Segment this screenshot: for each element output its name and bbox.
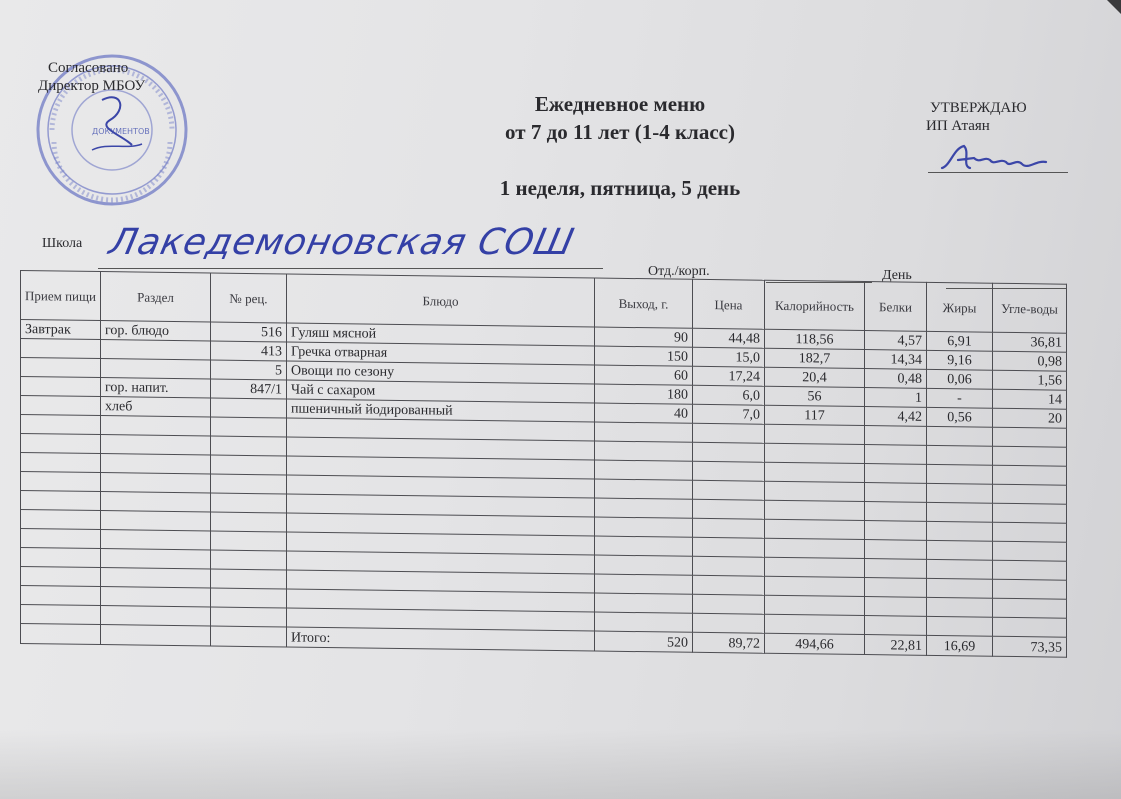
empty-cell — [211, 474, 287, 494]
empty-cell — [993, 579, 1067, 599]
empty-cell — [927, 502, 993, 522]
empty-cell — [693, 499, 765, 519]
page-corner-shadow — [1107, 0, 1121, 14]
cell-price: 6,0 — [693, 385, 765, 405]
cell-meal — [21, 358, 101, 378]
day-label: День — [882, 268, 912, 283]
col-header-protein: Белки — [865, 282, 927, 332]
doc-title: Ежедневное меню — [534, 92, 706, 116]
cell-price: 17,24 — [693, 366, 765, 386]
cell-section: гор. напит. — [101, 378, 211, 398]
cell-price: 44,48 — [693, 328, 765, 348]
cell-meal — [21, 396, 101, 416]
empty-cell — [865, 502, 927, 522]
empty-cell — [765, 443, 865, 463]
empty-cell — [993, 541, 1067, 561]
cell-fat: 9,16 — [927, 350, 993, 370]
empty-cell — [765, 519, 865, 539]
empty-cell — [765, 481, 865, 501]
empty-cell — [765, 557, 865, 577]
empty-cell — [211, 512, 287, 532]
empty-cell — [101, 568, 211, 588]
col-header-carbs: Угле-воды — [993, 283, 1067, 333]
cell-kcal: 117 — [765, 405, 865, 425]
empty-cell — [993, 484, 1067, 504]
totals-kcal: 494,66 — [765, 633, 865, 654]
empty-cell — [993, 465, 1067, 485]
cell-kcal: 182,7 — [765, 348, 865, 368]
cell-protein: 14,34 — [865, 350, 927, 370]
col-header-recipe: № рец. — [211, 273, 287, 323]
totals-protein: 22,81 — [865, 635, 927, 656]
empty-cell — [993, 560, 1067, 580]
empty-cell — [765, 538, 865, 558]
cell-carbs: 0,98 — [993, 351, 1067, 371]
cell-output: 150 — [595, 346, 693, 366]
cell-fat: 0,56 — [927, 407, 993, 427]
col-header-section: Раздел — [101, 272, 211, 322]
empty-cell — [993, 503, 1067, 523]
page-bottom-shade — [0, 729, 1121, 799]
empty-cell — [211, 436, 287, 456]
empty-cell — [865, 578, 927, 598]
col-header-dish: Блюдо — [287, 274, 595, 327]
empty-cell — [693, 480, 765, 500]
cell-dish: Овощи по сезону — [287, 361, 595, 384]
cell-protein: 0,48 — [865, 369, 927, 389]
school-name: Лакедемоновская СОШ — [105, 222, 579, 263]
empty-cell — [595, 479, 693, 499]
agreed-position: Директор МБОУ — [38, 78, 146, 94]
empty-cell — [865, 426, 927, 446]
cell-kcal: 118,56 — [765, 329, 865, 349]
empty-cell — [865, 597, 927, 617]
totals-output: 520 — [595, 631, 693, 652]
cell-protein: 1 — [865, 388, 927, 408]
empty-cell — [865, 445, 927, 465]
cell-price: 15,0 — [693, 347, 765, 367]
empty-cell — [865, 540, 927, 560]
cell-carbs: 14 — [993, 389, 1067, 409]
cell-section: гор. блюдо — [101, 321, 211, 341]
empty-cell — [927, 597, 993, 617]
approver-signature-icon — [940, 138, 1050, 178]
totals-label: Итого: — [287, 627, 595, 651]
agreed-label: Согласовано — [48, 60, 129, 76]
cell-recipe: 847/1 — [211, 379, 287, 399]
menu-table-body — [21, 271, 1067, 658]
empty-cell — [101, 492, 211, 512]
empty-cell — [693, 537, 765, 557]
empty-cell — [993, 522, 1067, 542]
cell-fat: 6,91 — [927, 331, 993, 351]
doc-subtitle: от 7 до 11 лет (1-4 класс) — [505, 120, 735, 144]
cell-recipe: 516 — [211, 322, 287, 342]
empty-cell — [595, 498, 693, 518]
empty-cell — [693, 461, 765, 481]
empty-cell — [865, 464, 927, 484]
empty-cell — [21, 453, 101, 473]
empty-cell — [101, 587, 211, 607]
col-header-price: Цена — [693, 279, 765, 329]
empty-cell — [693, 594, 765, 614]
seal-text: ДОКУМЕНТОВ — [92, 127, 150, 136]
cell-section — [101, 359, 211, 379]
empty-cell — [211, 607, 287, 627]
empty-cell — [927, 559, 993, 579]
empty-cell — [927, 521, 993, 541]
empty-cell — [211, 417, 287, 437]
empty-cell — [865, 483, 927, 503]
cell-dish: пшеничный йодированный — [287, 399, 595, 422]
cell-price: 7,0 — [693, 404, 765, 424]
cell-dish: Гречка отварная — [287, 342, 595, 365]
cell-kcal: 20,4 — [765, 367, 865, 387]
empty-cell — [595, 441, 693, 461]
cell-kcal: 56 — [765, 386, 865, 406]
empty-cell — [927, 426, 993, 446]
cell-output: 40 — [595, 403, 693, 423]
empty-cell — [927, 540, 993, 560]
empty-cell — [101, 473, 211, 493]
col-header-kcal: Калорийность — [765, 280, 865, 330]
empty-cell — [765, 614, 865, 634]
dept-label: Отд./корп. — [648, 264, 710, 279]
empty-cell — [21, 472, 101, 492]
cell-section: хлеб — [101, 397, 211, 417]
empty-cell — [927, 445, 993, 465]
col-header-fat: Жиры — [927, 282, 993, 332]
empty-cell — [21, 510, 101, 530]
empty-cell — [595, 422, 693, 442]
empty-cell — [21, 567, 101, 587]
empty-cell — [993, 598, 1067, 618]
empty-cell — [693, 442, 765, 462]
empty-cell — [211, 550, 287, 570]
cell-carbs: 20 — [993, 408, 1067, 428]
cell-protein: 4,57 — [865, 331, 927, 351]
empty-cell — [993, 446, 1067, 466]
cell-recipe: 413 — [211, 341, 287, 361]
empty-cell — [693, 556, 765, 576]
empty-cell — [211, 531, 287, 551]
empty-cell — [101, 606, 211, 626]
empty-cell — [101, 625, 211, 646]
col-header-output: Выход, г. — [595, 278, 693, 328]
cell-carbs: 36,81 — [993, 332, 1067, 352]
cell-meal — [21, 339, 101, 359]
empty-cell — [765, 595, 865, 615]
empty-cell — [865, 616, 927, 636]
empty-cell — [927, 483, 993, 503]
cell-recipe — [211, 398, 287, 418]
school-underline — [98, 268, 603, 269]
empty-cell — [21, 491, 101, 511]
empty-cell — [927, 578, 993, 598]
empty-cell — [595, 536, 693, 556]
cell-meal — [21, 377, 101, 397]
empty-cell — [927, 616, 993, 636]
cell-output: 60 — [595, 365, 693, 385]
empty-cell — [693, 575, 765, 595]
empty-cell — [765, 500, 865, 520]
empty-cell — [21, 529, 101, 549]
empty-cell — [21, 586, 101, 606]
empty-cell — [595, 593, 693, 613]
empty-cell — [101, 435, 211, 455]
empty-cell — [693, 613, 765, 633]
col-header-meal: Прием пищи — [21, 271, 101, 321]
empty-cell — [211, 588, 287, 608]
empty-cell — [693, 518, 765, 538]
menu-table — [20, 270, 1067, 658]
cell-meal: Завтрак — [21, 320, 101, 340]
cell-recipe: 5 — [211, 360, 287, 380]
totals-fat: 16,69 — [927, 635, 993, 656]
empty-cell — [211, 493, 287, 513]
empty-cell — [21, 548, 101, 568]
empty-cell — [765, 424, 865, 444]
empty-cell — [765, 462, 865, 482]
cell-output: 90 — [595, 327, 693, 347]
empty-cell — [21, 624, 101, 645]
totals-price: 89,72 — [693, 632, 765, 653]
empty-cell — [993, 427, 1067, 447]
doc-week-day: 1 неделя, пятница, 5 день — [499, 176, 741, 200]
approver-name: ИП Атаян — [926, 118, 990, 134]
empty-cell — [595, 460, 693, 480]
empty-cell — [101, 511, 211, 531]
empty-cell — [993, 617, 1067, 637]
empty-cell — [21, 434, 101, 454]
empty-cell — [765, 576, 865, 596]
empty-cell — [101, 416, 211, 436]
empty-cell — [101, 530, 211, 550]
empty-cell — [211, 455, 287, 475]
cell-fat: - — [927, 388, 993, 408]
empty-cell — [865, 521, 927, 541]
empty-cell — [595, 612, 693, 632]
school-label: Школа — [42, 236, 83, 251]
empty-cell — [101, 549, 211, 569]
empty-cell — [595, 555, 693, 575]
cell-carbs: 1,56 — [993, 370, 1067, 390]
cell-output: 180 — [595, 384, 693, 404]
empty-cell — [101, 454, 211, 474]
cell-fat: 0,06 — [927, 369, 993, 389]
empty-cell — [21, 605, 101, 625]
empty-cell — [21, 415, 101, 435]
cell-dish: Гуляш мясной — [287, 323, 595, 346]
cell-section — [101, 340, 211, 360]
empty-cell — [595, 574, 693, 594]
empty-cell — [211, 626, 287, 647]
empty-cell — [211, 569, 287, 589]
empty-cell — [693, 423, 765, 443]
empty-cell — [595, 517, 693, 537]
approve-label: УТВЕРЖДАЮ — [930, 100, 1027, 116]
cell-dish: Чай с сахаром — [287, 380, 595, 403]
totals-carbs: 73,35 — [993, 636, 1067, 657]
cell-protein: 4,42 — [865, 407, 927, 427]
empty-cell — [927, 464, 993, 484]
empty-cell — [865, 559, 927, 579]
